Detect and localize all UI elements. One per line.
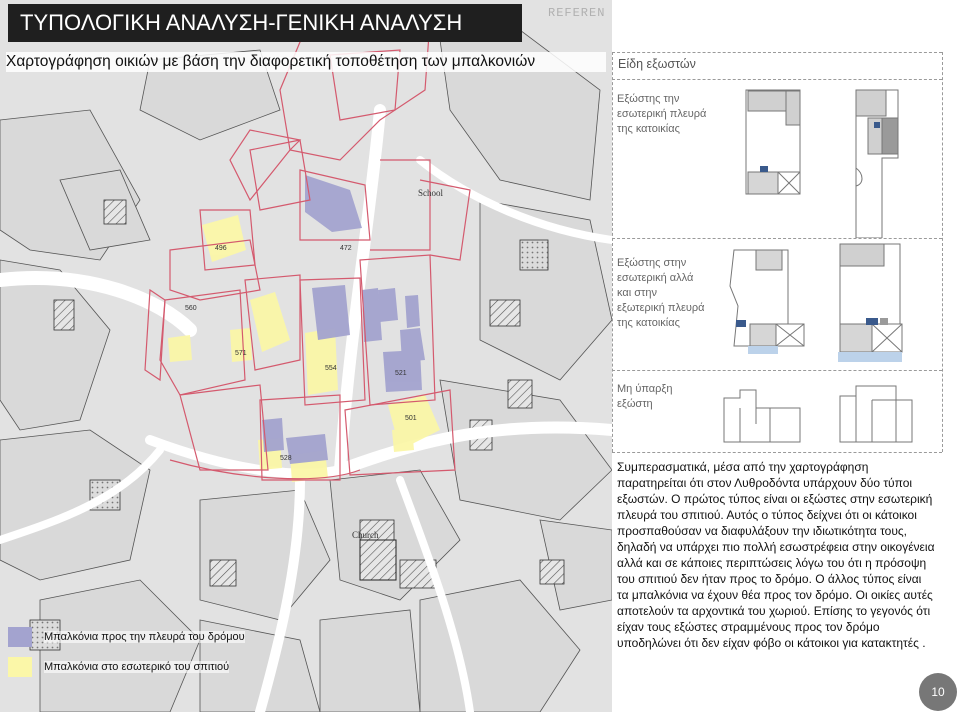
panel-divider	[612, 238, 942, 239]
panel-border-right	[942, 52, 943, 452]
legend-label: Μπαλκόνια στο εσωτερικό του σπιτιού	[44, 661, 230, 673]
church-building	[360, 540, 396, 580]
panel-border-bottom	[612, 452, 942, 453]
panel-border-top	[612, 52, 942, 53]
church-map-label: Church	[352, 530, 379, 540]
svg-text:528: 528	[280, 455, 292, 462]
svg-text:560: 560	[185, 305, 197, 312]
balcony-types-header: Είδη εξωστών	[618, 57, 696, 71]
row-label-internal: Εξώστης την εσωτερική πλευρά της κατοικίας	[617, 93, 707, 135]
page-number-badge: 10	[919, 673, 957, 711]
legend-item-street	[8, 627, 245, 647]
plan-internal-2	[848, 88, 904, 238]
panel-divider	[612, 79, 942, 80]
plan-both-1	[728, 246, 808, 356]
legend-swatch-yellow	[8, 657, 32, 677]
plan-none-2	[836, 382, 916, 446]
school-map-label: School	[418, 188, 444, 198]
plan-internal-1	[742, 88, 804, 198]
svg-text:571: 571	[235, 350, 247, 357]
legend-label: Μπαλκόνια προς την πλευρά του δρόμου	[44, 631, 245, 643]
row-label-both: Εξώστης στην εσωτερική αλλά και στην εξωτερική πλευρά της κατοικίας	[617, 257, 705, 329]
page-subtitle: Χαρτογράφηση οικιών με βάση την διαφορετική τοποθέτηση των μπαλκονιών	[6, 52, 606, 72]
svg-text:554: 554	[325, 365, 337, 372]
page-title: ΤΥΠΟΛΟΓΙΚΗ ΑΝΑΛΥΣΗ-ΓΕΝΙΚΗ ΑΝΑΛΥΣΗ	[8, 4, 522, 42]
svg-text:521: 521	[395, 370, 407, 377]
row-label-none: Μη ύπαρξη εξώστη	[617, 383, 673, 410]
legend-swatch-blue	[8, 627, 32, 647]
svg-text:472: 472	[340, 245, 352, 252]
panel-border-left	[612, 52, 613, 452]
plan-both-2	[836, 240, 910, 364]
plan-none-1	[720, 384, 804, 444]
svg-text:496: 496	[215, 245, 227, 252]
svg-text:501: 501	[405, 415, 417, 422]
conclusion-text: Συμπερασματικά, μέσα από την χαρτογράφηση παρατηρείται ότι στον Λυθροδόντα υπάρχουν δύο τύποι εξωστών. Ο πρώτος τύπος είναι οι εξώστες στην εσωτερική πλευρά του σπιτιού. Αυτός ο τύπος δείχνει ότι οι κάτοικοι προσπαθούσαν να διαφυλάξουν την ιδιωτικότητα τους, δηλαδή να υπάρχει πιο πολλή εσωστρέφεια στην οικογένεια αλλά και σε κάποιες περιπτώσεις λόγω του ότι η πρόσοψη του σπιτιού δεν ήταν προς το δρόμο. Ο άλλος τύπος είναι τα μπαλκόνια να έχουν θέα προς τον δρόμο. Οι οικίες αυτές αποτελούν τα αρχοντικά του χωριού. Επίσης το γεγονός ότι είχαν τους εξώστες στραμμένους προς τον δρόμο υποδηλώνει ότι δεν είχαν φόβο οι κάτοικοι για κατακτητές .	[617, 460, 935, 650]
legend-item-internal	[8, 657, 229, 677]
panel-divider	[612, 370, 942, 371]
reference-stamp: REFEREN	[548, 6, 606, 20]
